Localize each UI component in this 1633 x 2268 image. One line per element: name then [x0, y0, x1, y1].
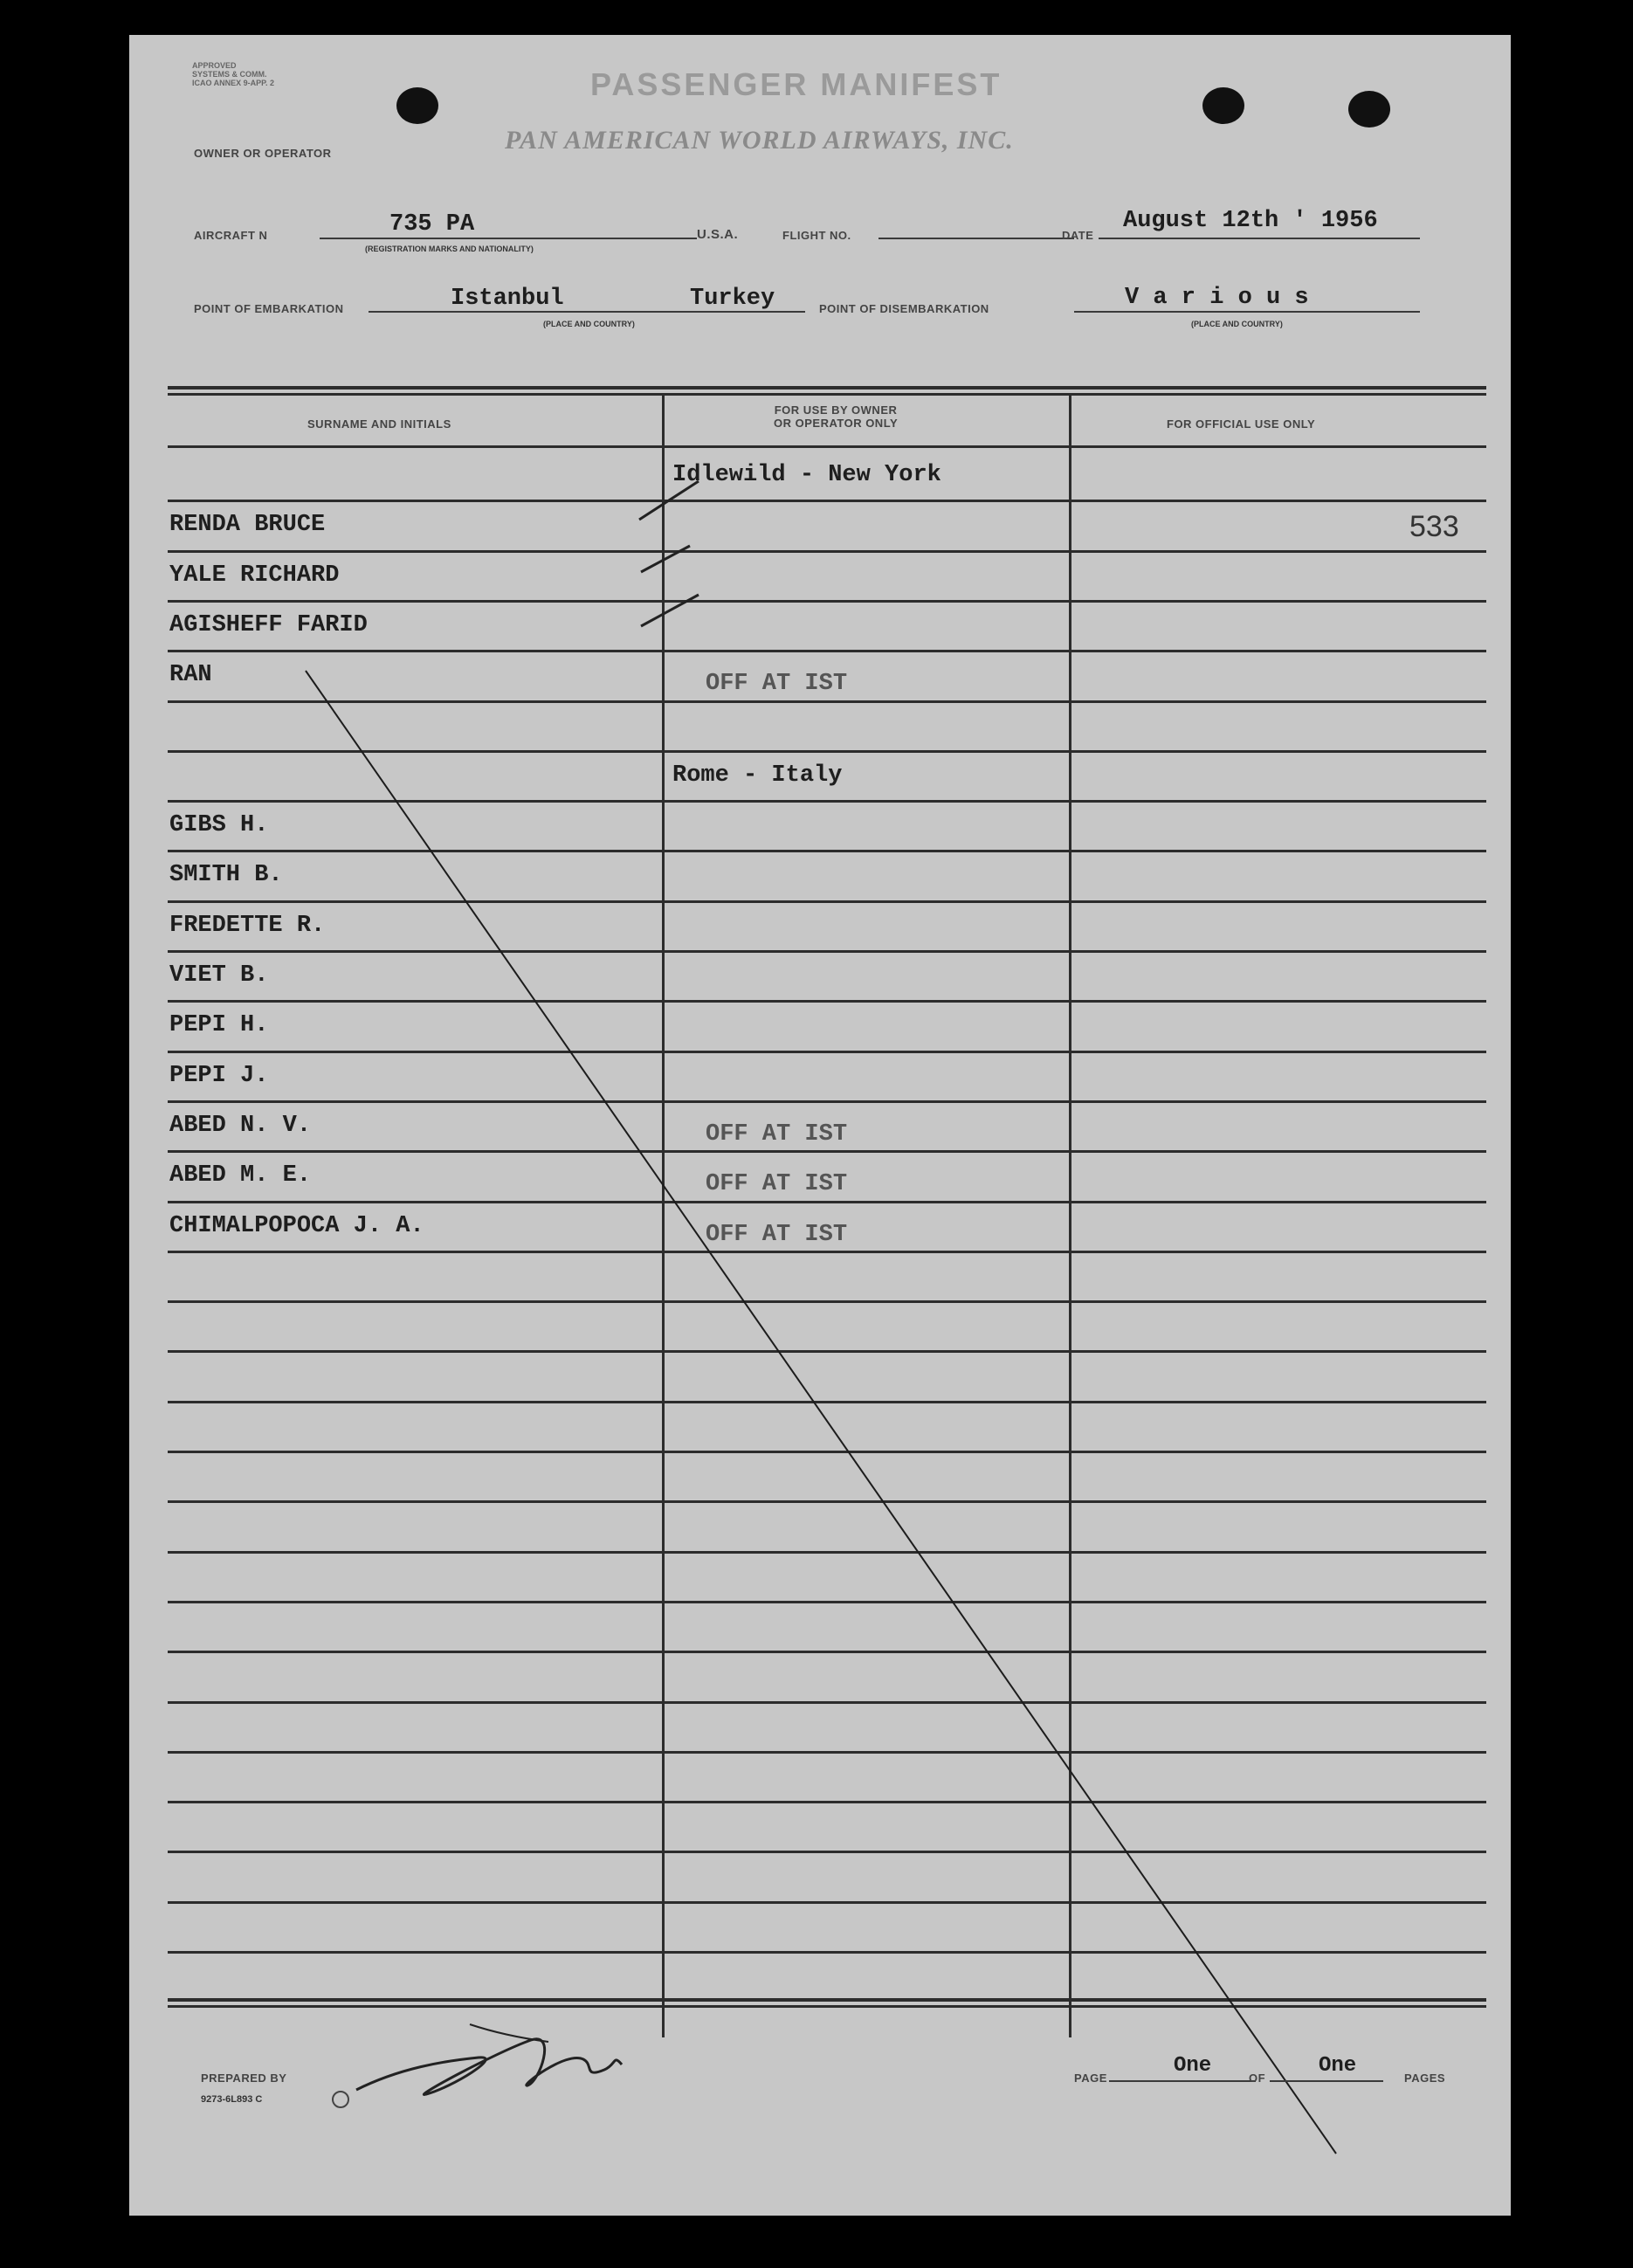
- embarkation-country: Turkey: [690, 286, 775, 312]
- of-label: OF: [1249, 2072, 1266, 2085]
- page-label: PAGE: [1074, 2072, 1107, 2085]
- approval-stamp: APPROVED SYSTEMS & COMM. ICAO ANNEX 9-APP. 2: [192, 61, 275, 87]
- airline-name: PAN AMERICAN WORLD AIRWAYS, INC.: [505, 126, 1014, 155]
- disembarkation-sublabel: (PLACE AND COUNTRY): [1191, 320, 1283, 328]
- passenger-name: RAN: [169, 662, 212, 688]
- passenger-name: YALE RICHARD: [169, 562, 340, 589]
- column-header-official: FOR OFFICIAL USE ONLY: [1167, 417, 1316, 431]
- flight-label: FLIGHT NO.: [782, 229, 851, 242]
- passenger-name: AGISHEFF FARID: [169, 612, 368, 638]
- official-use-note: 533: [1409, 510, 1459, 543]
- aircraft-sublabel: (REGISTRATION MARKS AND NATIONALITY): [365, 245, 534, 253]
- date-value: August 12th ' 1956: [1123, 208, 1378, 234]
- prepared-by-label: PREPARED BY: [201, 2072, 287, 2085]
- passenger-name: RENDA BRUCE: [169, 512, 326, 538]
- passenger-name: PEPI H.: [169, 1012, 269, 1038]
- manifest-title: PASSENGER MANIFEST: [590, 66, 1003, 102]
- passenger-name: PEPI J.: [169, 1063, 269, 1089]
- passenger-name: FREDETTE R.: [169, 913, 326, 939]
- column-header-surname: SURNAME AND INITIALS: [307, 417, 451, 431]
- pages-label: PAGES: [1404, 2072, 1446, 2085]
- owner-operator-label: OWNER OR OPERATOR: [194, 147, 332, 160]
- passenger-name: GIBS H.: [169, 812, 269, 838]
- usa-label: U.S.A.: [697, 227, 739, 242]
- union-bug-icon: [332, 2091, 349, 2108]
- diagonal-strike-line: [129, 35, 1511, 2216]
- page-value: One: [1174, 2054, 1212, 2078]
- passenger-name: CHIMALPOPOCA J. A.: [169, 1213, 424, 1239]
- aircraft-value: 735 PA: [389, 211, 475, 238]
- aircraft-label: AIRCRAFT N: [194, 229, 268, 242]
- manifest-sheet: [129, 35, 1511, 2216]
- form-number: 9273-6L893 C: [201, 2094, 263, 2105]
- preparer-signature: [348, 2007, 644, 2112]
- of-underline: [1270, 2080, 1383, 2082]
- disembarkation-value: V a r i o u s: [1125, 285, 1309, 311]
- of-value: One: [1319, 2054, 1357, 2078]
- owner-use-note: OFF AT IST: [706, 1121, 848, 1148]
- owner-use-note: OFF AT IST: [706, 1171, 848, 1197]
- passenger-name: ABED M. E.: [169, 1162, 312, 1189]
- column-header-owner-use: FOR USE BY OWNER OR OPERATOR ONLY: [774, 403, 899, 430]
- passenger-name: ABED N. V.: [169, 1113, 312, 1139]
- date-label: DATE: [1062, 229, 1094, 242]
- owner-use-note: OFF AT IST: [706, 671, 848, 697]
- embarkation-label: POINT OF EMBARKATION: [194, 302, 344, 315]
- owner-use-note: Rome - Italy: [672, 762, 843, 789]
- passenger-name: SMITH B.: [169, 862, 283, 888]
- embarkation-sublabel: (PLACE AND COUNTRY): [543, 320, 635, 328]
- owner-use-note: Idlewild - New York: [672, 462, 941, 488]
- embarkation-city: Istanbul: [451, 286, 564, 312]
- owner-use-note: OFF AT IST: [706, 1222, 848, 1248]
- passenger-name: VIET B.: [169, 962, 269, 989]
- disembarkation-label: POINT OF DISEMBARKATION: [819, 302, 989, 315]
- page-underline: [1109, 2080, 1256, 2082]
